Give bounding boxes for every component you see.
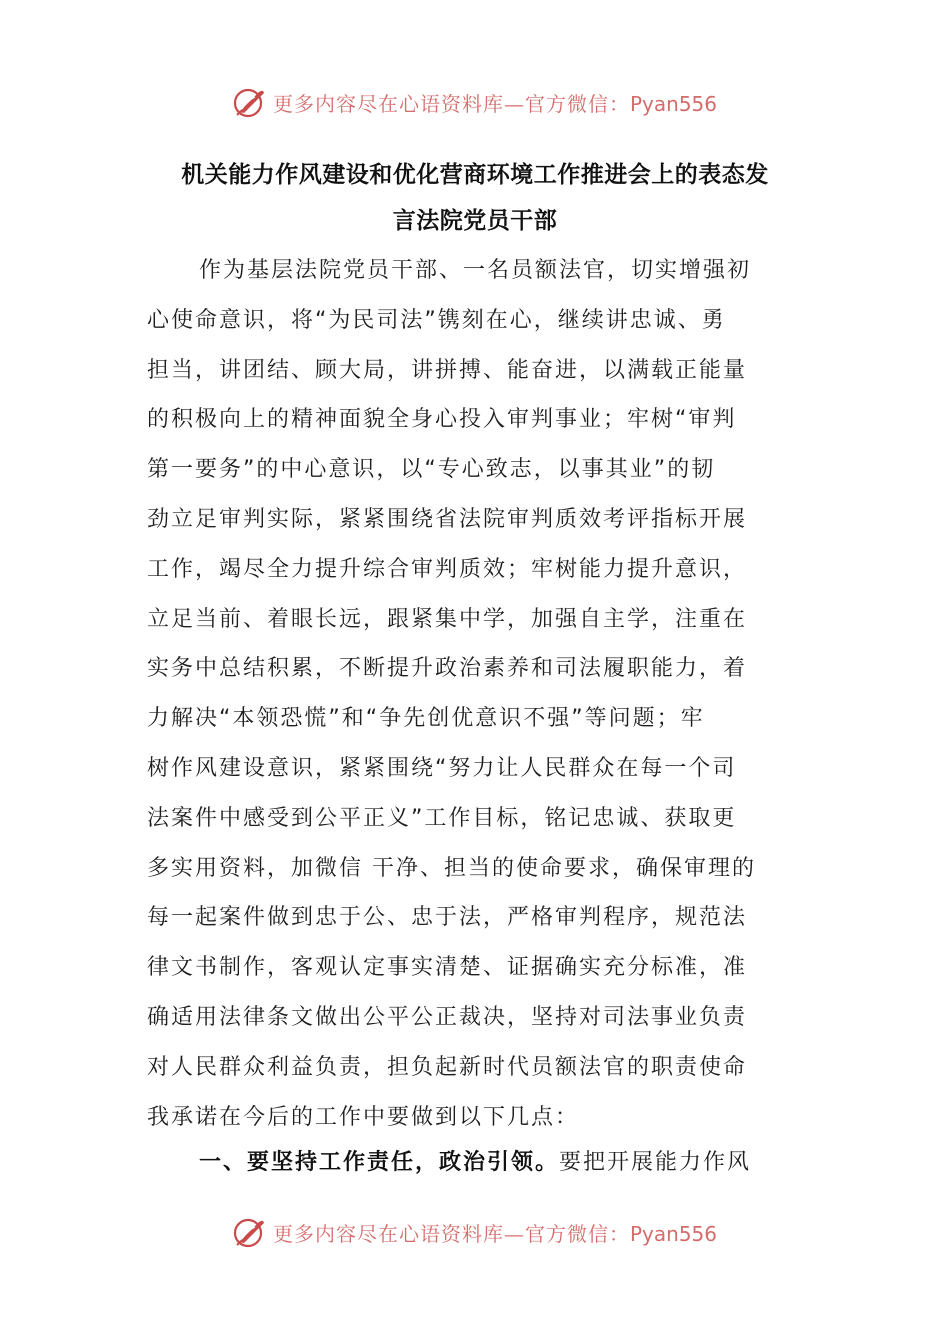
section-heading: 一、要坚持工作责任，政治引领。 <box>199 1150 560 1175</box>
paragraph-line: 确适用法律条文做出公平公正裁决，坚持对司法事业负责 <box>147 1004 748 1030</box>
paragraph-line: 多实用资料，加微信 干净、担当的使命要求，确保审理的 <box>147 855 756 881</box>
document-title-line-2: 言法院党员干部 <box>392 208 558 234</box>
paragraph-line: 我承诺在今后的工作中要做到以下几点： <box>147 1104 580 1130</box>
paragraph-line: 对人民群众利益负责，担负起新时代员额法官的职责使命 <box>147 1054 748 1080</box>
banner-text-main: 更多内容尽在心语资料库—官方微信： <box>272 1221 630 1246</box>
paragraph-line: 心使命意识，将“为民司法”镌刻在心，继续讲忠诚、勇 <box>147 307 726 333</box>
header-banner <box>0 82 950 122</box>
banner-text <box>273 1218 717 1247</box>
document-title-line-1: 机关能力作风建设和优化营商环境工作推进会上的表态发 <box>181 162 769 188</box>
paragraph-line: 的积极向上的精神面貌全身心投入审判事业；牢树“审判 <box>147 407 737 433</box>
paragraph-line: 律文书制作，客观认定事实清楚、证据确实充分标准，准 <box>147 955 748 981</box>
banner-wechat-id: Pyan556 <box>629 91 717 116</box>
paragraph-line: 第一要务”的中心意识，以“专心致志，以事其业”的韧 <box>147 457 716 483</box>
paragraph-line: 每一起案件做到忠于公、忠于法，严格审判程序，规范法 <box>147 905 748 931</box>
paragraph-line: 工作，竭尽全力提升综合审判质效；牢树能力提升意识， <box>147 556 748 582</box>
paragraph-line: 担当，讲团结、顾大局，讲拼搏、能奋进，以满载正能量 <box>147 357 748 383</box>
paragraph-line: 劲立足审判实际，紧紧围绕省法院审判质效考评指标开展 <box>147 506 748 532</box>
paragraph-line: 立足当前、着眼长远，跟紧集中学，加强自主学，注重在 <box>147 606 748 632</box>
paragraph-line: 树作风建设意识，紧紧围绕“努力让人民群众在每一个司 <box>147 755 737 781</box>
document-paragraph <box>147 246 807 1142</box>
footer-banner <box>0 1212 950 1252</box>
section-text: 要把开展能力作风 <box>559 1150 752 1175</box>
section-heading-line <box>199 1145 819 1176</box>
quill-pen-logo-icon <box>233 1215 267 1249</box>
paragraph-line: 作为基层法院党员干部、一名员额法官，切实增强初 <box>199 258 752 283</box>
banner-text-main: 更多内容尽在心语资料库—官方微信： <box>272 91 630 116</box>
paragraph-line: 力解决“本领恐慌”和“争先创优意识不强”等问题；牢 <box>147 706 705 732</box>
banner-text <box>273 88 717 117</box>
banner-wechat-id: Pyan556 <box>629 1221 717 1246</box>
paragraph-line: 实务中总结积累，不断提升政治素养和司法履职能力，着 <box>147 656 748 682</box>
paragraph-line: 法案件中感受到公平正义”工作目标，铭记忠诚、获取更 <box>147 805 737 831</box>
quill-pen-logo-icon <box>233 85 267 119</box>
